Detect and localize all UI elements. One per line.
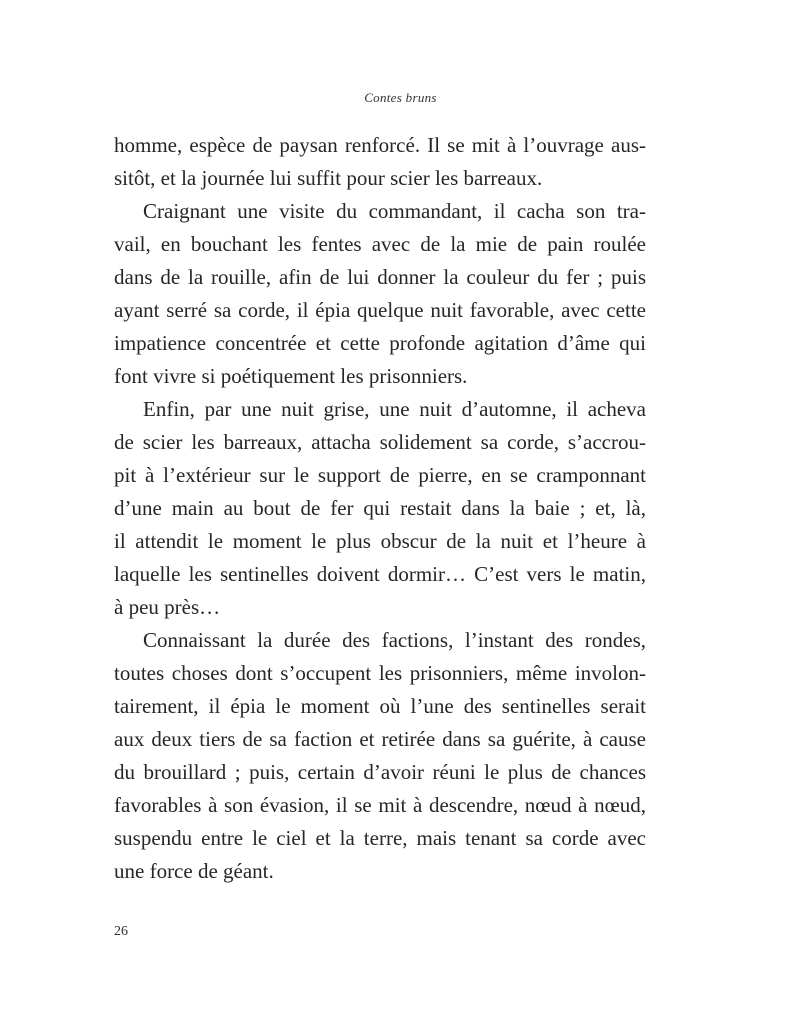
text-line: pit à l’extérieur sur le support de pierre, en se cramponnant <box>114 463 646 487</box>
text-line: tairement, il épia le moment où l’une des sentinelles serait <box>114 694 646 718</box>
text-line: d’une main au bout de fer qui restait dans la baie ; et, là, <box>114 496 646 520</box>
text-line: suspendu entre le ciel et la terre, mais tenant sa corde avec <box>114 826 646 850</box>
running-head: Contes bruns <box>364 90 437 105</box>
text-line: ayant serré sa corde, il épia quelque nuit favorable, avec cette <box>114 298 646 322</box>
text-line: laquelle les sentinelles doivent dormir… C’est vers le matin, <box>114 562 646 586</box>
text-line: une force de géant. <box>114 859 274 883</box>
text-line: impatience concentrée et cette profonde agitation d’âme qui <box>114 331 646 355</box>
text-line: Connaissant la durée des factions, l’instant des rondes, <box>143 628 646 652</box>
text-line: Enfin, par une nuit grise, une nuit d’automne, il acheva <box>143 397 646 421</box>
text-line: vail, en bouchant les fentes avec de la mie de pain roulée <box>114 232 646 256</box>
text-line: à peu près… <box>114 595 221 619</box>
text-line: sitôt, et la journée lui suffit pour scier les barreaux. <box>114 166 543 190</box>
text-line: favorables à son évasion, il se mit à descendre, nœud à nœud, <box>114 793 646 817</box>
text-line: Craignant une visite du commandant, il cacha son tra- <box>143 199 646 223</box>
text-line: il attendit le moment le plus obscur de la nuit et l’heure à <box>114 529 646 553</box>
text-line: homme, espèce de paysan renforcé. Il se mit à l’ouvrage aus- <box>114 133 646 157</box>
text-line: du brouillard ; puis, certain d’avoir réuni le plus de chances <box>114 760 646 784</box>
text-line: toutes choses dont s’occupent les prisonniers, même involon- <box>114 661 646 685</box>
page-number: 26 <box>114 924 128 939</box>
text-line: dans de la rouille, afin de lui donner la couleur du fer ; puis <box>114 265 646 289</box>
body-text <box>114 129 646 888</box>
text-line: font vivre si poétiquement les prisonniers. <box>114 364 468 388</box>
text-line: aux deux tiers de sa faction et retirée dans sa guérite, à cause <box>114 727 646 751</box>
text-line: de scier les barreaux, attacha solidement sa corde, s’accrou- <box>114 430 646 454</box>
